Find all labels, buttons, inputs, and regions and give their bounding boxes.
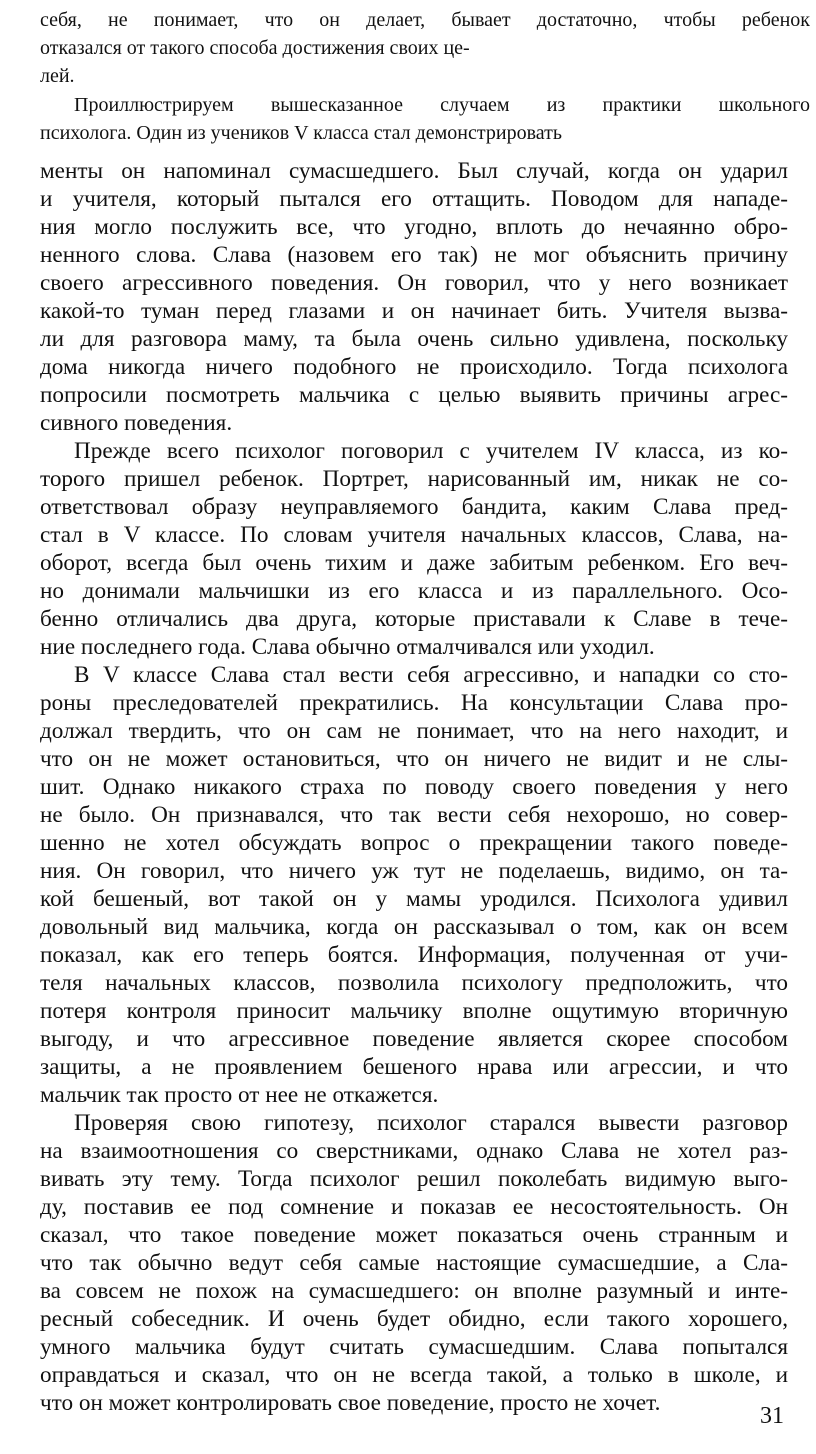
text-line: психолога. Один из учеников V класса стал демонстрировать — [40, 122, 562, 144]
text-line: ненного слова. Слава (назовем его так) не мог объяснить причину — [40, 242, 788, 268]
text-line: ли для разговора маму, та была очень сильно удивлена, поскольку — [40, 326, 788, 352]
text-line: Проиллюстрируем вышесказанное случаем из практики школьного — [74, 94, 810, 116]
text-line: себя, не понимает, что он делает, бывает достаточно, чтобы ребенок — [40, 9, 810, 31]
text-line: показал, как его теперь боятся. Информация, полученная от учи- — [40, 942, 788, 968]
text-line: что он не может остановиться, что он ничего не видит и не слы- — [40, 746, 788, 772]
text-line: бенно отличались два друга, которые приставали к Славе в тече- — [40, 606, 788, 632]
text-line: Прежде всего психолог поговорил с учителем IV класса, из ко- — [74, 438, 788, 464]
text-line: дома никогда ничего подобного не происходило. Тогда психолога — [40, 354, 788, 380]
text-line: ния. Он говорил, что ничего уж тут не поделаешь, видимо, он та- — [40, 858, 788, 884]
text-line: но донимали мальчишки из его класса и из параллельного. Осо- — [40, 578, 788, 604]
text-line: стал в V классе. По словам учителя начальных классов, Слава, на- — [40, 522, 788, 548]
text-line: мальчик так просто от нее не откажется. — [40, 1082, 439, 1108]
text-line: ва совсем не похож на сумасшедшего: он вполне разумный и инте- — [40, 1278, 788, 1304]
text-line: сказал, что такое поведение может показаться очень странным и — [40, 1222, 788, 1248]
text-line: лей. — [40, 65, 75, 87]
text-line: Проверяя свою гипотезу, психолог старался вывести разговор — [74, 1110, 788, 1136]
text-line: торого пришел ребенок. Портрет, нарисованный им, никак не со- — [40, 466, 788, 492]
text-line: оборот, всегда был очень тихим и даже забитым ребенком. Его веч- — [40, 550, 788, 576]
text-line: попросили посмотреть мальчика с целью выявить причины агрес- — [40, 382, 788, 408]
text-line: менты он напоминал сумасшедшего. Был случай, когда он ударил — [40, 158, 788, 184]
text-line: теля начальных классов, позволила психологу предположить, что — [40, 970, 788, 996]
text-line: оправдаться и сказал, что он не всегда такой, а только в школе, и — [40, 1362, 788, 1388]
text-line: ния могло послужить все, что угодно, вплоть до нечаянно обро- — [40, 214, 788, 240]
text-line: не было. Он признавался, что так вести себя нехорошо, но совер- — [40, 802, 788, 828]
text-line: какой-то туман перед глазами и он начинает бить. Учителя вызва- — [40, 298, 788, 324]
text-line: и учителя, который пытался его оттащить. Поводом для нападе- — [40, 186, 788, 212]
text-line: на взаимоотношения со сверстниками, однако Слава не хотел раз- — [40, 1138, 788, 1164]
text-line: В V классе Слава стал вести себя агрессивно, и нападки со сто- — [74, 662, 788, 688]
text-line: должал твердить, что он сам не понимает, что на него находит, и — [40, 718, 788, 744]
text-line: вивать эту тему. Тогда психолог решил поколебать видимую выго- — [40, 1166, 788, 1192]
page-number: 31 — [760, 1403, 784, 1429]
text-line: ресный собеседник. И очень будет обидно, если такого хорошего, — [40, 1306, 788, 1332]
text-line: ние последнего года. Слава обычно отмалчивался или уходил. — [40, 634, 655, 660]
text-line: довольный вид мальчика, когда он рассказывал о том, как он всем — [40, 914, 788, 940]
text-line: ответствовал образу неуправляемого бандита, каким Слава пред- — [40, 494, 788, 520]
text-line: шенно не хотел обсуждать вопрос о прекращении такого поведе- — [40, 830, 788, 856]
text-line: что так обычно ведут себя самые настоящие сумасшедшие, а Сла- — [40, 1250, 788, 1276]
text-line: потеря контроля приносит мальчику вполне ощутимую вторичную — [40, 998, 788, 1024]
text-line: что он может контролировать свое поведение, просто не хочет. — [40, 1390, 661, 1416]
text-line: отказался от такого способа достижения своих це- — [40, 37, 470, 59]
text-line: выгоду, и что агрессивное поведение является скорее способом — [40, 1026, 788, 1052]
text-line: сивного поведения. — [40, 410, 233, 436]
text-line: роны преследователей прекратились. На консультации Слава про- — [40, 690, 788, 716]
text-line: умного мальчика будут считать сумасшедшим. Слава попытался — [40, 1334, 788, 1360]
text-line: кой бешеный, вот такой он у мамы уродился. Психолога удивил — [40, 886, 788, 912]
text-line: шит. Однако никакого страха по поводу своего поведения у него — [40, 774, 788, 800]
text-line: ду, поставив ее под сомнение и показав ее несостоятельность. Он — [40, 1194, 788, 1220]
text-line: своего агрессивного поведения. Он говорил, что у него возникает — [40, 270, 788, 296]
text-line: защиты, а не проявлением бешеного нрава или агрессии, и что — [40, 1054, 788, 1080]
